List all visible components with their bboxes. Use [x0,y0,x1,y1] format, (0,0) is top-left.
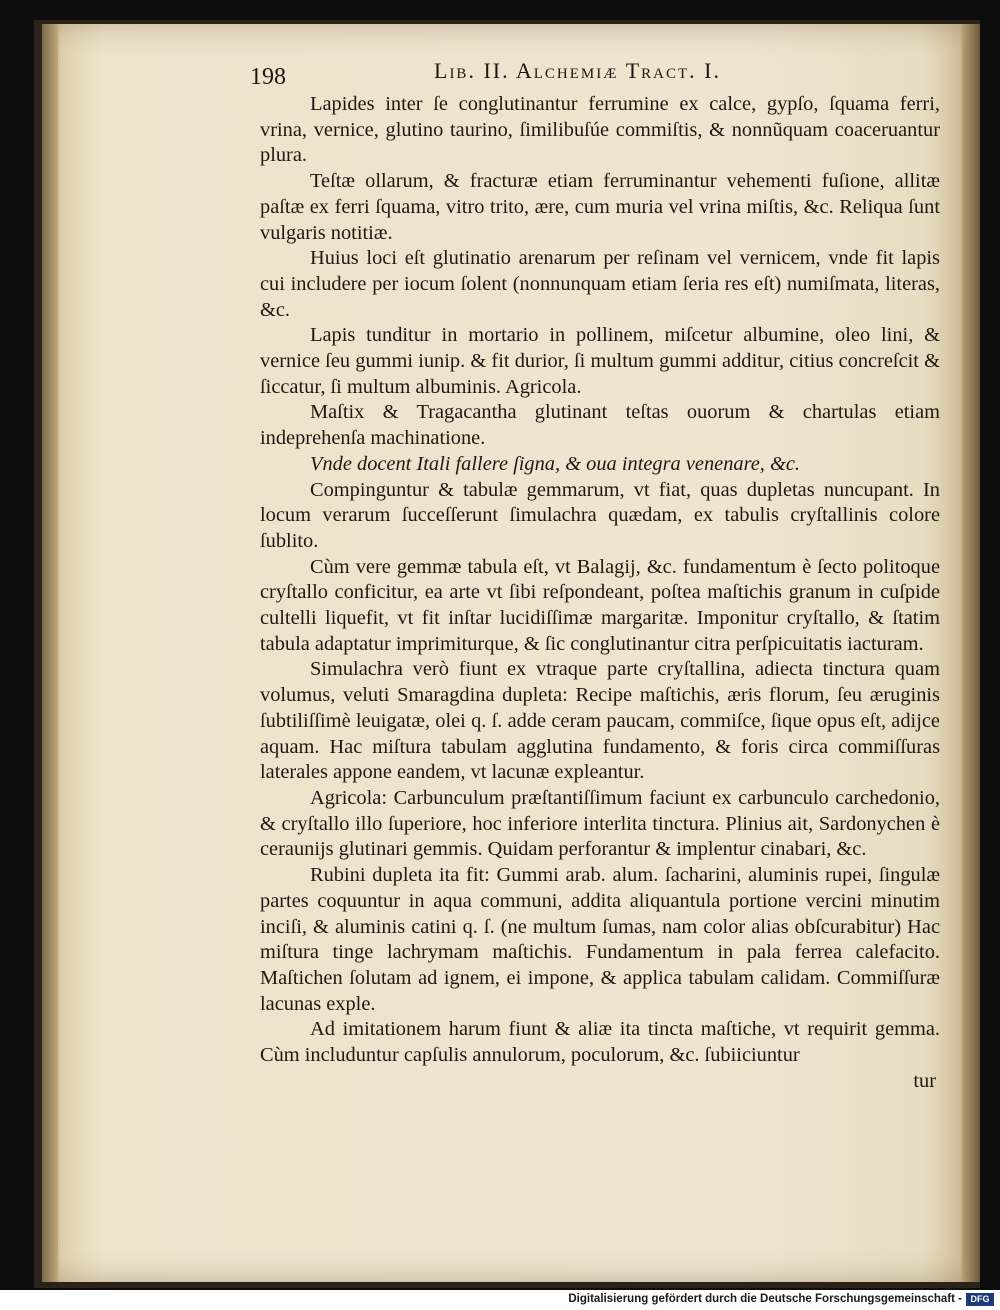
funding-credit: Digitalisierung gefördert durch die Deutsche Forschungsgemeinschaft - [568,1293,962,1305]
paragraph: Lapides inter ſe conglutinantur ferrumine ex calce, gypſo, ſquama ferri, vrina, vernice, glutino taurino, ſimilibuſúe commiſtis, & nonnũquam coaceruantur plura. [260,93,940,167]
dfg-logo-icon[interactable]: DFG [966,1293,994,1306]
catchword: tur [913,1069,936,1092]
italic-paragraph: Vnde docent Itali fallere ſigna, & oua integra venenare, &c. [310,452,801,475]
page-number: 198 [250,64,286,90]
paragraph: Cùm vere gemmæ tabula eſt, vt Balagij, &c. fundamentum è ſecto politoque cryſtallo conficitur, ea arte vt ſibi reſpondeant, poſtea maſtichis granum in cuſpide cultelli liquefit, vt fit inſtar lucidiſſimæ margaritæ. Imponitur cryſtallo, & ſtatim tabula adaptatur imprimiturque, & ſic conglutinantur citra perſpicuitatis iacturam. [260,555,940,655]
paragraph: Ad imitationem harum fiunt & aliæ ita tincta maſtiche, vt requirit gemma. Cùm includuntur capſulis annulorum, poculorum, &c. ſubiiciuntur [260,1018,940,1067]
paragraph: Maſtix & Tragacantha glutinant teſtas ouorum & chartulas etiam indeprehenſa machinatione. [260,401,940,450]
paragraph: Compinguntur & tabulæ gemmarum, vt fiat, quas dupletas nuncupant. In locum verarum ſucceſſerunt ſimulachra quædam, ex tabulis cryſtallinis colore ſublito. [260,478,940,552]
page-gutter [42,24,58,1282]
paragraph: Rubini dupleta ita fit: Gummi arab. alum. ſacharini, aluminis rupei, ſingulæ partes coquuntur in aqua communi, addita aliquantula portione vercini minutim inciſi, & aluminis catini q. ſ. (ne multum ſumas, nam color alias obſcurabitur) Hac miſtura tinge lachrymam maſtichis. Fundamentum in pala ferrea calefacito. Maſtichen ſolutam ad ignem, ei impone, & applica tabulam calidam. Commiſſuræ lacunas exple. [260,864,940,1015]
running-title: Lib. II. Alchemiæ Tract. I. [434,58,721,83]
paragraph: Huius loci eſt glutinatio arenarum per reſinam vel vernicem, vnde fit lapis cui includere per iocum ſolent (nonnunquam etiam ſeria res eſt) numiſmata, literas, &c. [260,247,940,321]
page-fore-edge [962,24,980,1282]
body-text [260,92,940,1094]
paragraph: Agricola: Carbunculum præſtantiſſimum faciunt ex carbunculo carchedonio, & cryſtallo illo ſuperiore, hoc inferiore interlita tinctura. Plinius ait, Sardonychen è ceraunijs glutinari gemmis. Quidam perforantur & implentur cinabari, &c. [260,786,940,861]
paragraph: Lapis tunditur in mortario in pollinem, miſcetur albumine, oleo lini, & vernice ſeu gummi iunip. & fit durior, ſi multum gummi additur, citius concreſcit & ſiccatur, ſi multum albuminis. Agricola. [260,324,940,398]
paragraph: Teſtæ ollarum, & fracturæ etiam ferruminantur vehementi fuſione, allitæ paſtæ ex ferri ſquama, vitro trito, ære, cum muria vel vrina miſtis, &c. Reliqua ſunt vulgaris notitiæ. [260,170,940,244]
paragraph: Simulachra verò fiunt ex vtraque parte cryſtallina, adiecta tinctura quam volumus, veluti Smaragdina dupleta: Recipe maſtichis, æris florum, ſeu æruginis ſubtiliſſimè leuigatæ, olei q. ſ. adde ceram paucam, commiſce, ſique opus eſt, adijce aquam. Hac miſtura tabulam agglutina fundamento, & foris circa commiſſuras laterales appone eandem, vt lacunæ expleantur. [260,658,940,784]
